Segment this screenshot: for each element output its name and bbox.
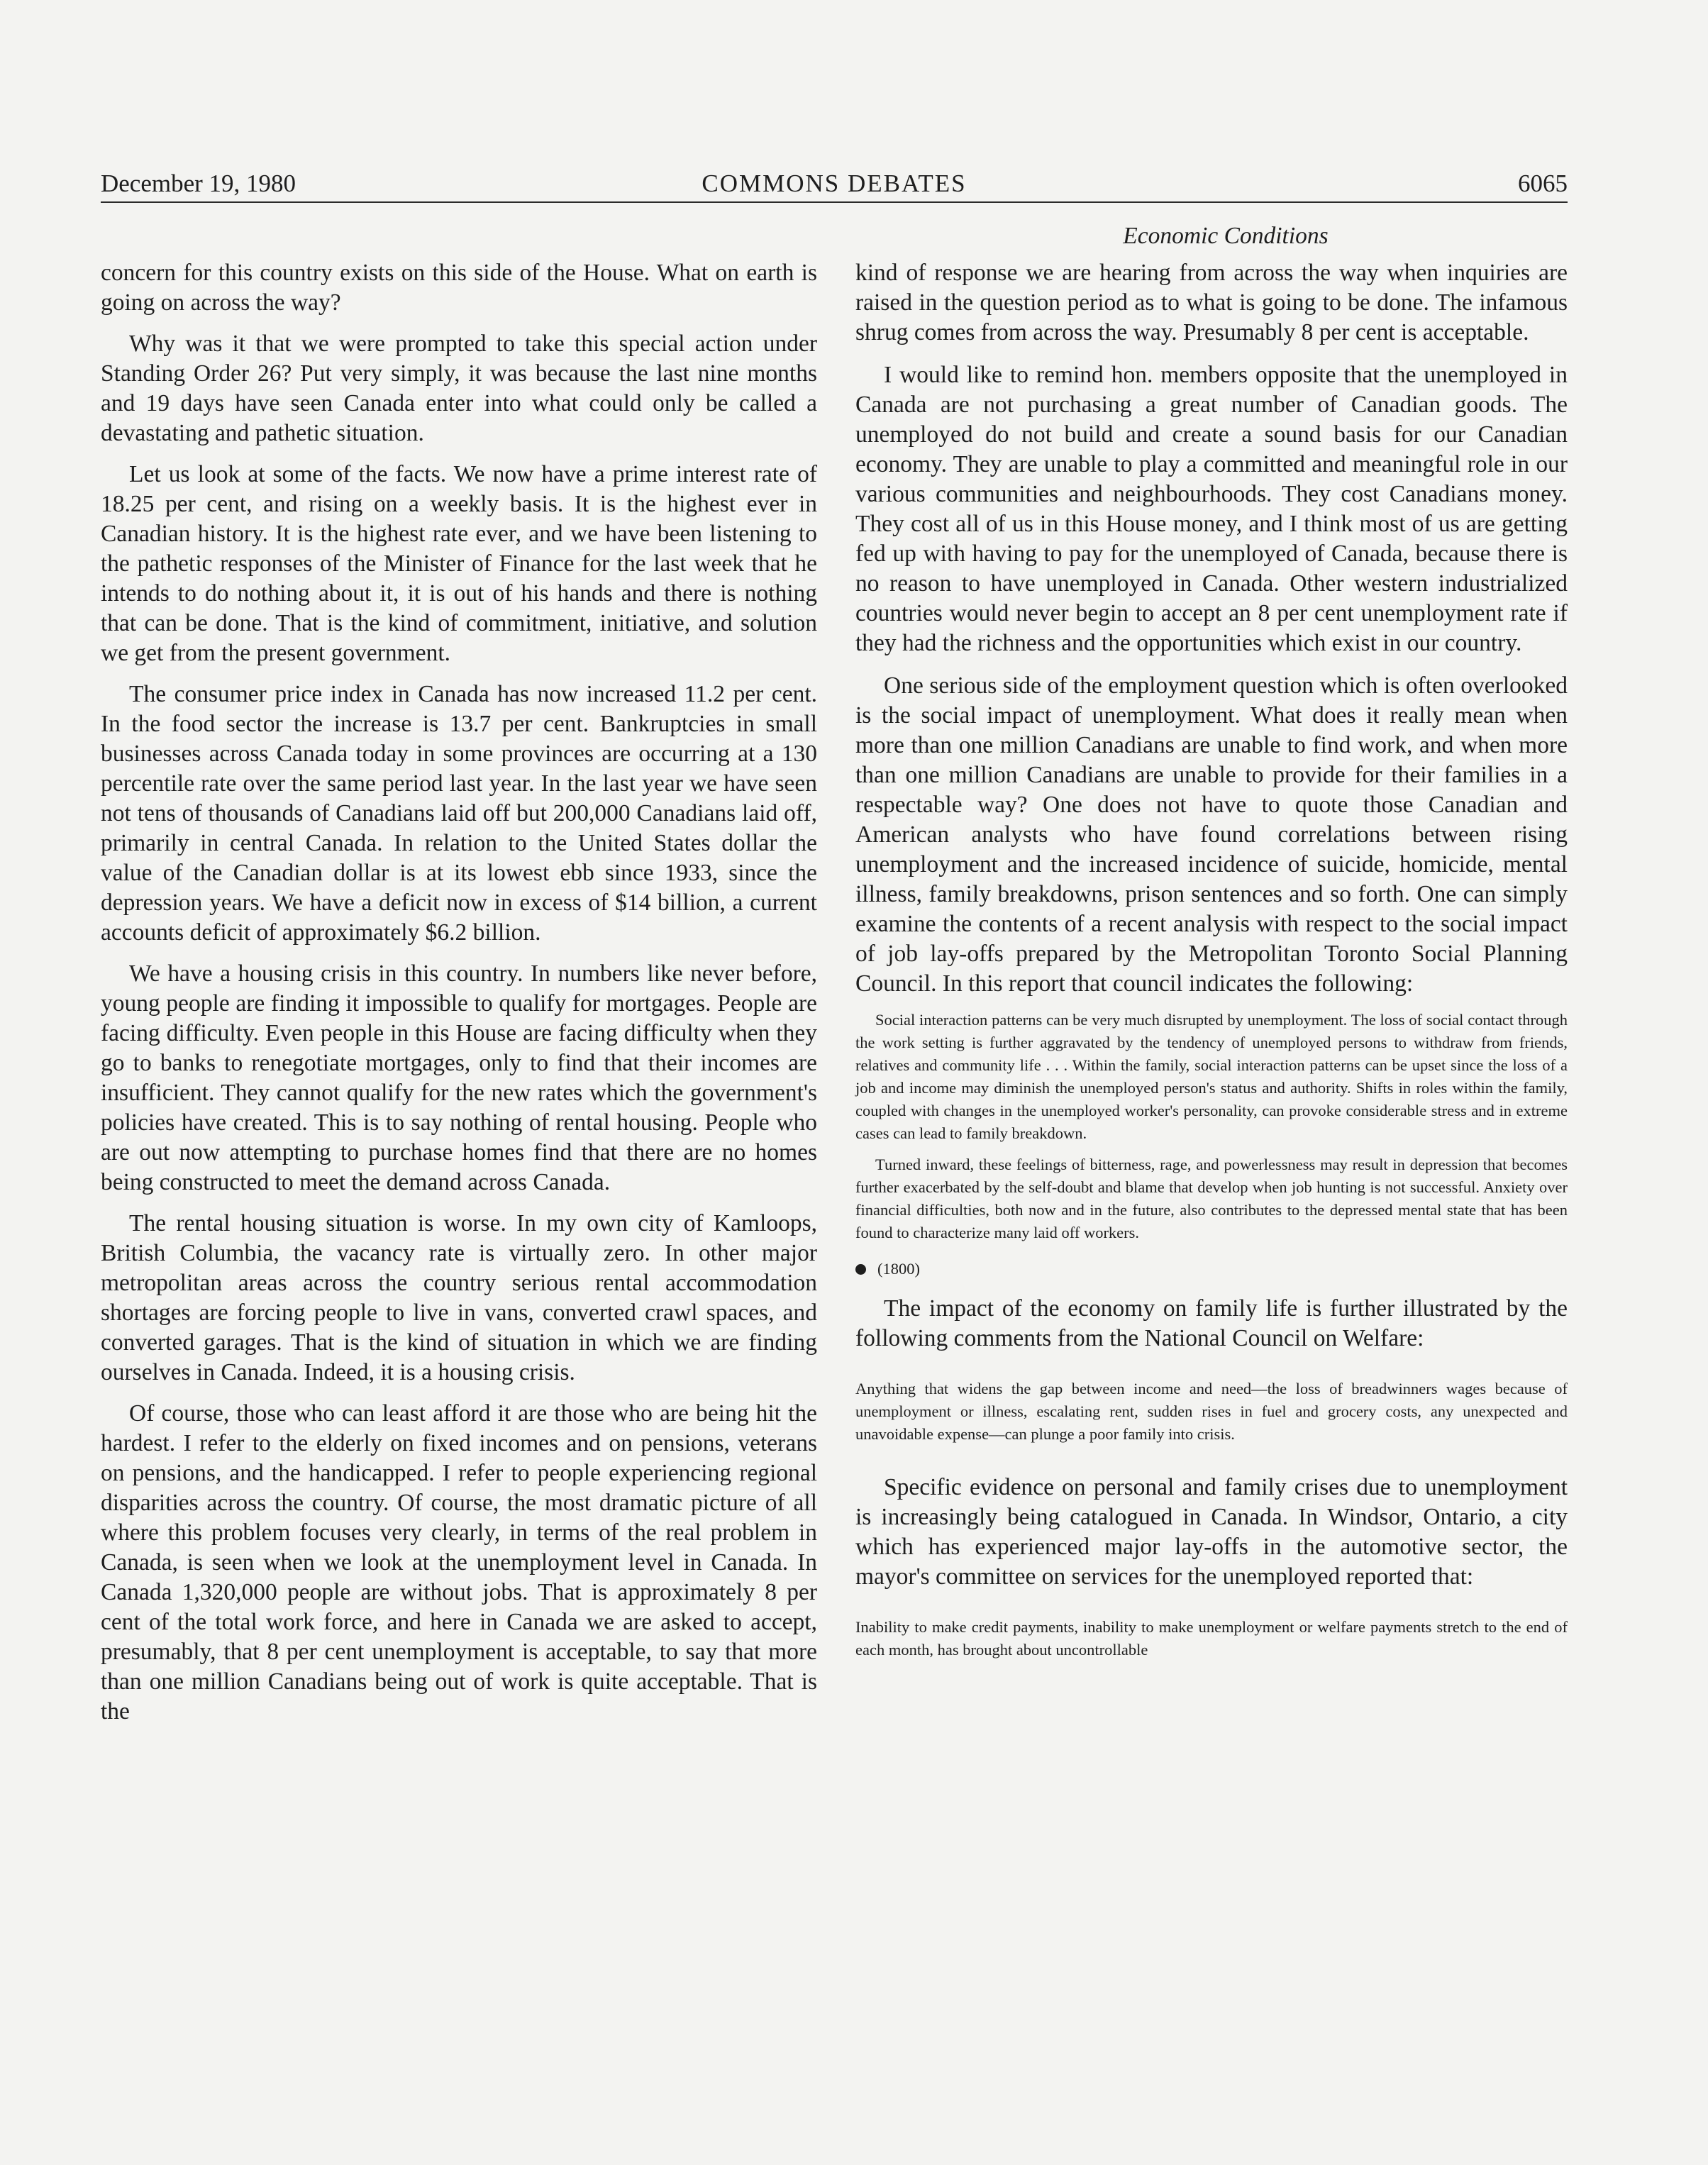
block-quote (855, 1616, 1568, 1661)
quote-paragraph: Social interaction patterns can be very much disrupted by unemployment. The loss of social contact through the work setting is further aggravated by the tendency of unemployed persons to withdraw from friends, relatives and community life . . . Within the family, social interaction patterns can be upset since the loss of a job and income may diminish the unemployed person's status and authority. Shifts in roles within the family, coupled with changes in the unemployed worker's personality, can provoke considerable stress and in extreme cases can lead to family breakdown. (855, 1011, 1568, 1142)
quote-paragraph: Inability to make credit payments, inability to make unemployment or welfare payments stretch to the end of each month, has brought about uncontrollable (855, 1618, 1568, 1659)
paragraph: I would like to remind hon. members opposite that the unemployed in Canada are not purchasing a great number of Canadian goods. The unemployed do not build and create a sound basis for our Canadian economy. They are unable to play a committed and meaningful role in our various communities and neighbourhoods. They cost Canadians money. They cost all of us in this House money, and I think most of us are getting fed up with having to pay for the unemployed of Canada, because there is no reason to have unemployed in Canada. Other western industrialized countries would never begin to accept an 8 per cent unemployment rate if they had the richness and the opportunities which exist in our country. (855, 362, 1568, 656)
paragraph: concern for this country exists on this side of the House. What on earth is going on across the way? (101, 260, 817, 316)
block-quote (855, 1009, 1568, 1244)
header-rule (101, 201, 1568, 203)
paragraph: Specific evidence on personal and family crises due to unemployment is increasingly being catalogued in Canada. In Windsor, Ontario, a city which has experienced major lay-offs in the automotive sector, the mayor's committee on services for the unemployed reported that: (855, 1474, 1568, 1590)
paragraph: The consumer price index in Canada has now increased 11.2 per cent. In the food sector the increase is 13.7 per cent. Bankruptcies in small businesses across Canada today in some provinces are occurring at a 130 percentile rate over the same period last year. In the last year we have seen not tens of thousands of Canadians laid off but 200,000 Canadians laid off, primarily in central Canada. In relation to the United States dollar the value of the Canadian dollar is at its lowest ebb since 1933, since the depression years. We have a deficit now in excess of $14 billion, a current accounts deficit of approximately $6.2 billion. (101, 681, 817, 946)
left-column (101, 258, 817, 1727)
right-column (855, 221, 1568, 1661)
paragraph: Why was it that we were prompted to take this special action under Standing Order 26? Put very simply, it was because the last nine months and 19 days have seen Canada enter into what could only be called a devastating and pathetic situation. (101, 331, 817, 446)
paragraph: kind of response we are hearing from across the way when inquiries are raised in the question period as to what is going to be done. The infamous shrug comes from across the way. Presumably 8 per cent is acceptable. (855, 260, 1568, 345)
time-marker-text: (1800) (877, 1260, 920, 1278)
quote-paragraph: Turned inward, these feelings of bitterness, rage, and powerlessness may result in depression that becomes further exacerbated by the self-doubt and blame that develop when job hunting is not successful. Anxiety over financial difficulties, both now and in the future, also contributes to the depressed mental state that has been found to characterize many laid off workers. (855, 1156, 1568, 1241)
header-title: COMMONS DEBATES (702, 170, 967, 197)
quote-paragraph: Anything that widens the gap between income and need—the loss of breadwinners wages because of unemployment or illness, escalating rent, sudden rises in fuel and grocery costs, any unexpected and unavoidable expense—can plunge a poor family into crisis. (855, 1380, 1568, 1443)
block-quote (855, 1378, 1568, 1446)
paragraph: We have a housing crisis in this country. In numbers like never before, young people are finding it impossible to qualify for mortgages. People are facing difficulty. Even people in this House are facing difficulty when they go to banks to renegotiate mortgages, only to find that their incomes are insufficient. They cannot qualify for the new rates which the government's policies have created. This is to say nothing of rental housing. People who are out now attempting to purchase homes find that there are no homes being constructed to meet the demand across Canada. (101, 960, 817, 1195)
header-page-number: 6065 (1518, 170, 1568, 197)
paragraph: Of course, those who can least afford it are those who are being hit the hardest. I refer to the elderly on fixed incomes and on pensions, veterans on pensions, and the handicapped. I refer to people experiencing regional disparities across the country. Of course, the most dramatic picture of all where this problem focuses very clearly, in terms of the real problem in Canada, is seen when we look at the unemployment level in Canada. In Canada 1,320,000 people are without jobs. That is approximately 8 per cent of the total work force, and here in Canada we are asked to accept, presumably, that 8 per cent unemployment is acceptable, to say that more than one million Canadians being out of work is quite acceptable. That is the (101, 1400, 817, 1724)
header-date: December 19, 1980 (101, 170, 296, 197)
paragraph: The impact of the economy on family life is further illustrated by the following comments from the National Council on Welfare: (855, 1295, 1568, 1351)
page-header (101, 166, 1568, 201)
time-marker (855, 1258, 1568, 1280)
paragraph: One serious side of the employment question which is often overlooked is the social impact of unemployment. What does it really mean when more than one million Canadians are unable to find work, and when more than one million Canadians are unable to provide for their families in a respectable way? One does not have to quote those Canadian and American analysts who have found correlations between rising unemployment and the increased incidence of suicide, homicide, mental illness, family breakdowns, prison sentences and so forth. One can simply examine the contents of a recent analysis with respect to the social impact of job lay-offs prepared by the Metropolitan Toronto Social Planning Council. In this report that council indicates the following: (855, 672, 1568, 997)
bullet-icon (855, 1264, 866, 1275)
section-title: Economic Conditions (1123, 223, 1329, 249)
paragraph: The rental housing situation is worse. In my own city of Kamloops, British Columbia, the vacancy rate is virtually zero. In other major metropolitan areas across the country serious rental accommodation shortages are forcing people to live in vans, converted crawl spaces, and converted garages. That is the kind of situation in which we are finding ourselves in Canada. Indeed, it is a housing crisis. (101, 1210, 817, 1385)
paragraph: Let us look at some of the facts. We now have a prime interest rate of 18.25 per cent, and rising on a weekly basis. It is the highest ever in Canadian history. It is the highest rate ever, and we have been listening to the pathetic responses of the Minister of Finance for the last week that he intends to do nothing about it, it is out of his hands and there is nothing that can be done. That is the kind of commitment, initiative, and solution we get from the present government. (101, 461, 817, 666)
